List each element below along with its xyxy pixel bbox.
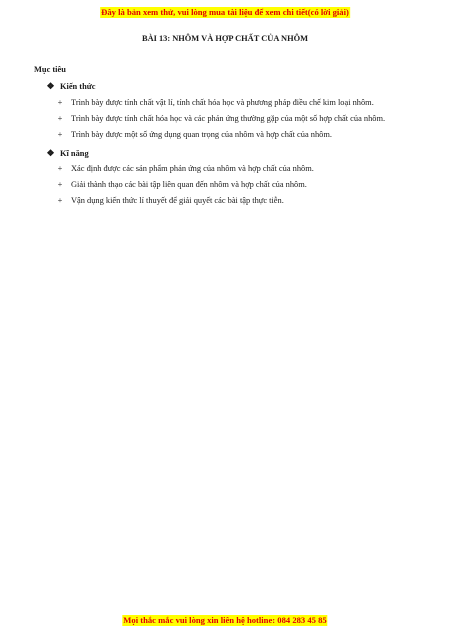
objectives-section [34, 64, 430, 208]
list-item-text: Xác định được các sản phẩm phản ứng của nhôm và hợp chất của nhôm. [71, 163, 314, 173]
plus-icon: + [57, 97, 63, 107]
list-item-text: Giải thành thạo các bài tập liên quan đến nhôm và hợp chất của nhôm. [71, 179, 307, 189]
list-item-text: Trình bày được tính chất vật lí, tính chất hóa học và phương pháp điều chế kim loại nhôm. [71, 97, 374, 107]
top-banner: Đây là bản xem thử, vui lòng mua tài liệu để xem chi tiết(có lời giải) [101, 7, 349, 17]
knowledge-heading: Kiến thức [60, 81, 96, 91]
skills-section [34, 147, 430, 208]
plus-icon: + [57, 113, 63, 123]
list-item [34, 110, 430, 126]
diamond-icon: ❖ [46, 81, 55, 91]
bottom-banner: Mọi thắc mắc vui lòng xin liên hệ hotline: 084 283 45 85 [123, 615, 327, 625]
knowledge-list [34, 94, 430, 142]
objectives-heading: Mục tiêu [34, 65, 66, 74]
list-item [34, 94, 430, 110]
diamond-icon: ❖ [46, 148, 55, 158]
knowledge-heading-row [34, 80, 430, 92]
skills-heading-row [34, 147, 430, 159]
list-item [34, 160, 430, 176]
knowledge-section [34, 80, 430, 142]
list-item [34, 176, 430, 192]
skills-list [34, 160, 430, 208]
list-item [34, 192, 430, 208]
plus-icon: + [57, 129, 63, 139]
list-item-text: Trình bày được một số ứng dụng quan trọng của nhôm và hợp chất của nhôm. [71, 129, 332, 139]
plus-icon: + [57, 163, 63, 173]
lesson-title: BÀI 13: NHÔM VÀ HỢP CHẤT CỦA NHÔM [141, 34, 309, 43]
plus-icon: + [57, 179, 63, 189]
skills-heading: Kĩ năng [60, 148, 89, 158]
list-item-text: Trình bày được tính chất hóa học và các phản ứng thường gặp của một số hợp chất của nhôm. [71, 113, 386, 123]
list-item-text: Vận dụng kiến thức lí thuyết để giải quyết các bài tập thực tiễn. [71, 195, 284, 205]
list-item [34, 126, 430, 142]
plus-icon: + [57, 195, 63, 205]
